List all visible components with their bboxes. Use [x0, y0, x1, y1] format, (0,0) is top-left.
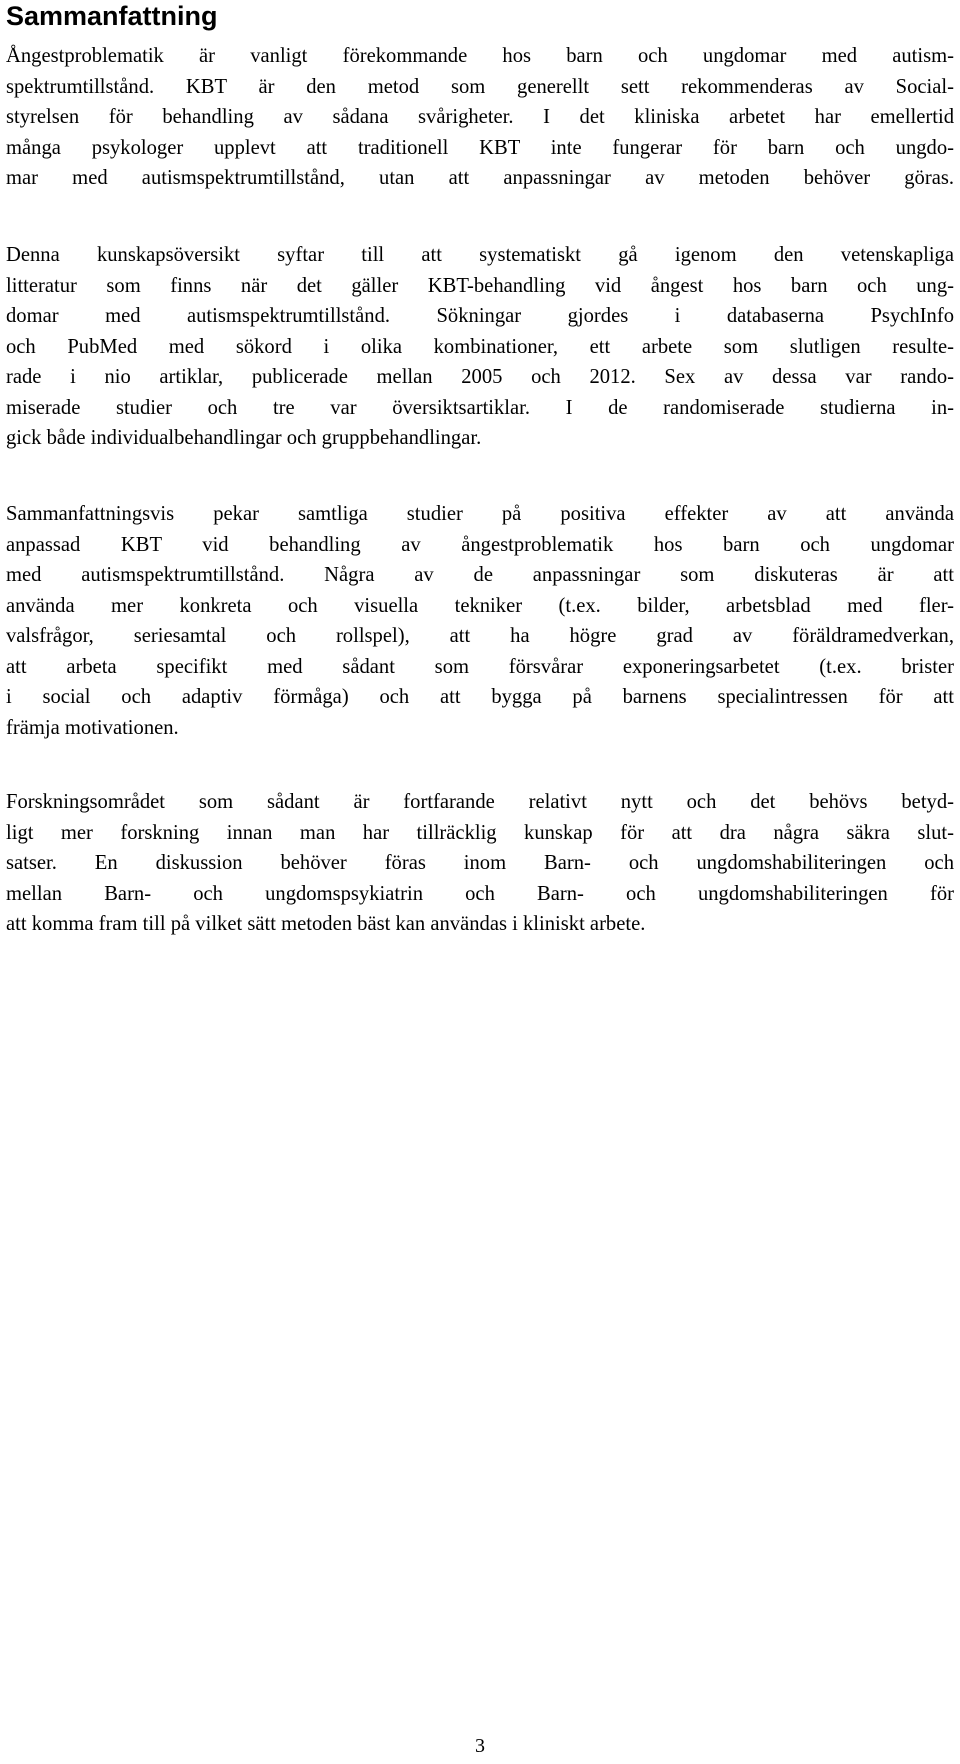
text-line: använda mer konkreta och visuella tekniker (t.ex. bilder, arbetsblad med fler- — [6, 594, 954, 617]
text-line: att komma fram till på vilket sätt metoden bäst kan användas i kliniskt arbete. — [6, 913, 646, 935]
text-line: litteratur som finns när det gäller KBT-behandling vid ångest hos barn och ung- — [6, 274, 954, 297]
paragraph-3 — [6, 499, 954, 743]
text-line: främja motivationen. — [6, 716, 179, 739]
paragraph-4 — [6, 787, 954, 940]
text-line: anpassad KBT vid behandling av ångestproblematik hos barn och ungdomar — [6, 533, 954, 556]
text-line: satser. En diskussion behöver föras inom Barn- och ungdomshabiliteringen och — [6, 852, 954, 874]
text-line: Denna kunskapsöversikt syftar till att systematiskt gå igenom den vetenskapliga — [6, 244, 954, 266]
text-line: många psykologer upplevt att traditionell KBT inte fungerar för barn och ungdo- — [6, 136, 954, 159]
text-line: Ångestproblematik är vanligt förekommande hos barn och ungdomar med autism- — [6, 45, 954, 67]
section-heading: Sammanfattning — [6, 1, 218, 31]
text-line: Forskningsområdet som sådant är fortfarande relativt nytt och det behövs betyd- — [6, 791, 954, 813]
text-line: spektrumtillstånd. KBT är den metod som generellt sett rekommenderas av Social- — [6, 75, 954, 98]
text-line: miserade studier och tre var översiktsartiklar. I de randomiserade studierna in- — [6, 396, 954, 419]
text-line: valsfrågor, seriesamtal och rollspel), att ha högre grad av föräldramedverkan, — [6, 625, 954, 647]
text-line: styrelsen för behandling av sådana svårigheter. I det kliniska arbetet har emellertid — [6, 106, 954, 128]
text-line: mar med autismspektrumtillstånd, utan att anpassningar av metoden behöver göras. — [6, 167, 954, 189]
text-line: och PubMed med sökord i olika kombinationer, ett arbete som slutligen resulte- — [6, 335, 954, 358]
text-line: gick både individualbehandlingar och gruppbehandlingar. — [6, 427, 482, 449]
text-line: domar med autismspektrumtillstånd. Sökningar gjordes i databaserna PsychInfo — [6, 305, 954, 327]
text-line: mellan Barn- och ungdomspsykiatrin och Barn- och ungdomshabiliteringen för — [6, 882, 954, 905]
text-line: i social och adaptiv förmåga) och att bygga på barnens specialintressen för att — [6, 686, 954, 708]
page-number: 3 — [475, 1735, 485, 1757]
paragraph-2 — [6, 240, 954, 454]
text-line: med autismspektrumtillstånd. Några av de anpassningar som diskuteras är att — [6, 564, 954, 586]
text-line: att arbeta specifikt med sådant som försvårar exponeringsarbetet (t.ex. brister — [6, 655, 954, 678]
text-line: Sammanfattningsvis pekar samtliga studier på positiva effekter av att använda — [6, 503, 954, 525]
text-line: rade i nio artiklar, publicerade mellan 2005 och 2012. Sex av dessa var rando- — [6, 366, 954, 388]
text-line: ligt mer forskning innan man har tillräcklig kunskap för att dra några säkra slut- — [6, 821, 954, 844]
paragraph-1 — [6, 41, 954, 194]
